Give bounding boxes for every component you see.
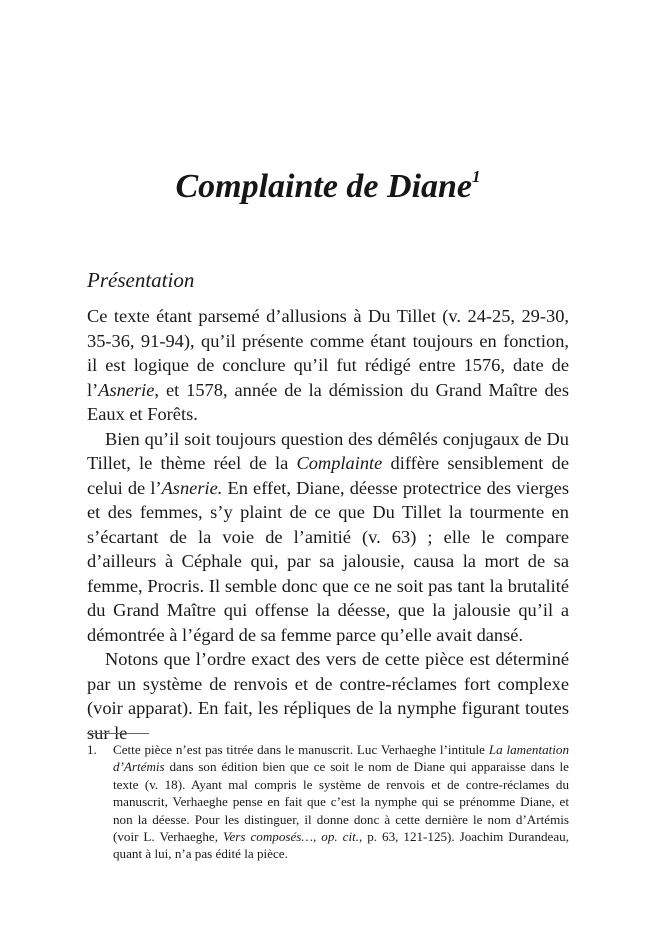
paragraph-1-italic-asnerie: Asnerie <box>98 379 155 400</box>
footnote-italic-title: La lamentation d’Artémis <box>113 742 570 775</box>
footnote-separator <box>87 733 149 734</box>
paragraph-2-text-c: diffère sensiblement de celui de l’ <box>87 453 569 498</box>
footnote-text-c: dans son édition bien que ce soit le nom de Diane qui apparaisse dans le texte (v. 18). Ayant mal compris le système de renvois et de contre-réclames du manuscrit, Verhaeghe pense en fait que c’est la nymphe qui se prénomme Diane, et non la déesse. Pour les distinguer, il donne donc à cette dernière le nom d’Artémis (voir L. Verhaeghe, <box>113 759 569 845</box>
footnote <box>87 741 569 863</box>
paragraph-1 <box>87 304 569 427</box>
footnote-reference: 1 <box>472 167 481 186</box>
footnote-text-e: , p. 63, 121-125). Joachim Durandeau, quant à lui, n’a pas édité la pièce. <box>113 829 569 862</box>
paragraph-1-text-c: , et 1578, année de la démission du Grand Maître des Eaux et Forêts. <box>87 379 569 424</box>
section-heading: Présentation <box>87 268 195 292</box>
page-title <box>87 164 569 210</box>
footnote-text-a: Cette pièce n’est pas titrée dans le manuscrit. Luc Verhaeghe l’intitule <box>113 742 489 757</box>
paragraph-2-text-e: En effet, Diane, déesse protectrice des vierges et des femmes, s’y plaint de ce que Du Tillet la tourmente en s’écartant de la voie de l’amitié (v. 63) ; elle le compare d’ailleurs à Céphale qui, par sa jalousie, causa la mort de sa femme, Procris. Il semble donc que ce ne soit pas tant la brutalité du Grand Maître qui offense la déesse, que la jalousie qu’il a démontrée à l’égard de sa femme parce qu’elle avait dansé. <box>87 477 569 645</box>
title-text: Complainte de Diane <box>175 168 473 205</box>
paragraph-2-text-a: Bien qu’il soit toujours question des démêlés conjugaux de Du Tillet, le thème réel de la <box>87 428 569 473</box>
paragraph-2-italic-asnerie: Asnerie. <box>161 477 223 498</box>
paragraph-3: Notons que l’ordre exact des vers de cette pièce est déterminé par un système de renvois et de contre-réclames fort complexe (voir apparat). En fait, les répliques de la nymphe figurant toutes sur le <box>87 649 569 743</box>
footnote-number: 1. <box>87 742 97 757</box>
paragraph-2-italic-complainte: Complainte <box>296 453 383 473</box>
footnote-italic-citation: Vers composés…, op. cit. <box>222 829 359 845</box>
paragraph-2 <box>87 427 569 648</box>
footnote-text <box>113 741 569 863</box>
paragraph-1-text-a: Ce texte étant parsemé d’allusions à Du Tillet (v. 24-25, 29-30, 35-36, 91-94), qu’il présente comme étant toujours en fonction, il est logique de conclure qu’il fut rédigé entre 1576, date de l’ <box>87 306 569 400</box>
body-text <box>87 304 569 745</box>
